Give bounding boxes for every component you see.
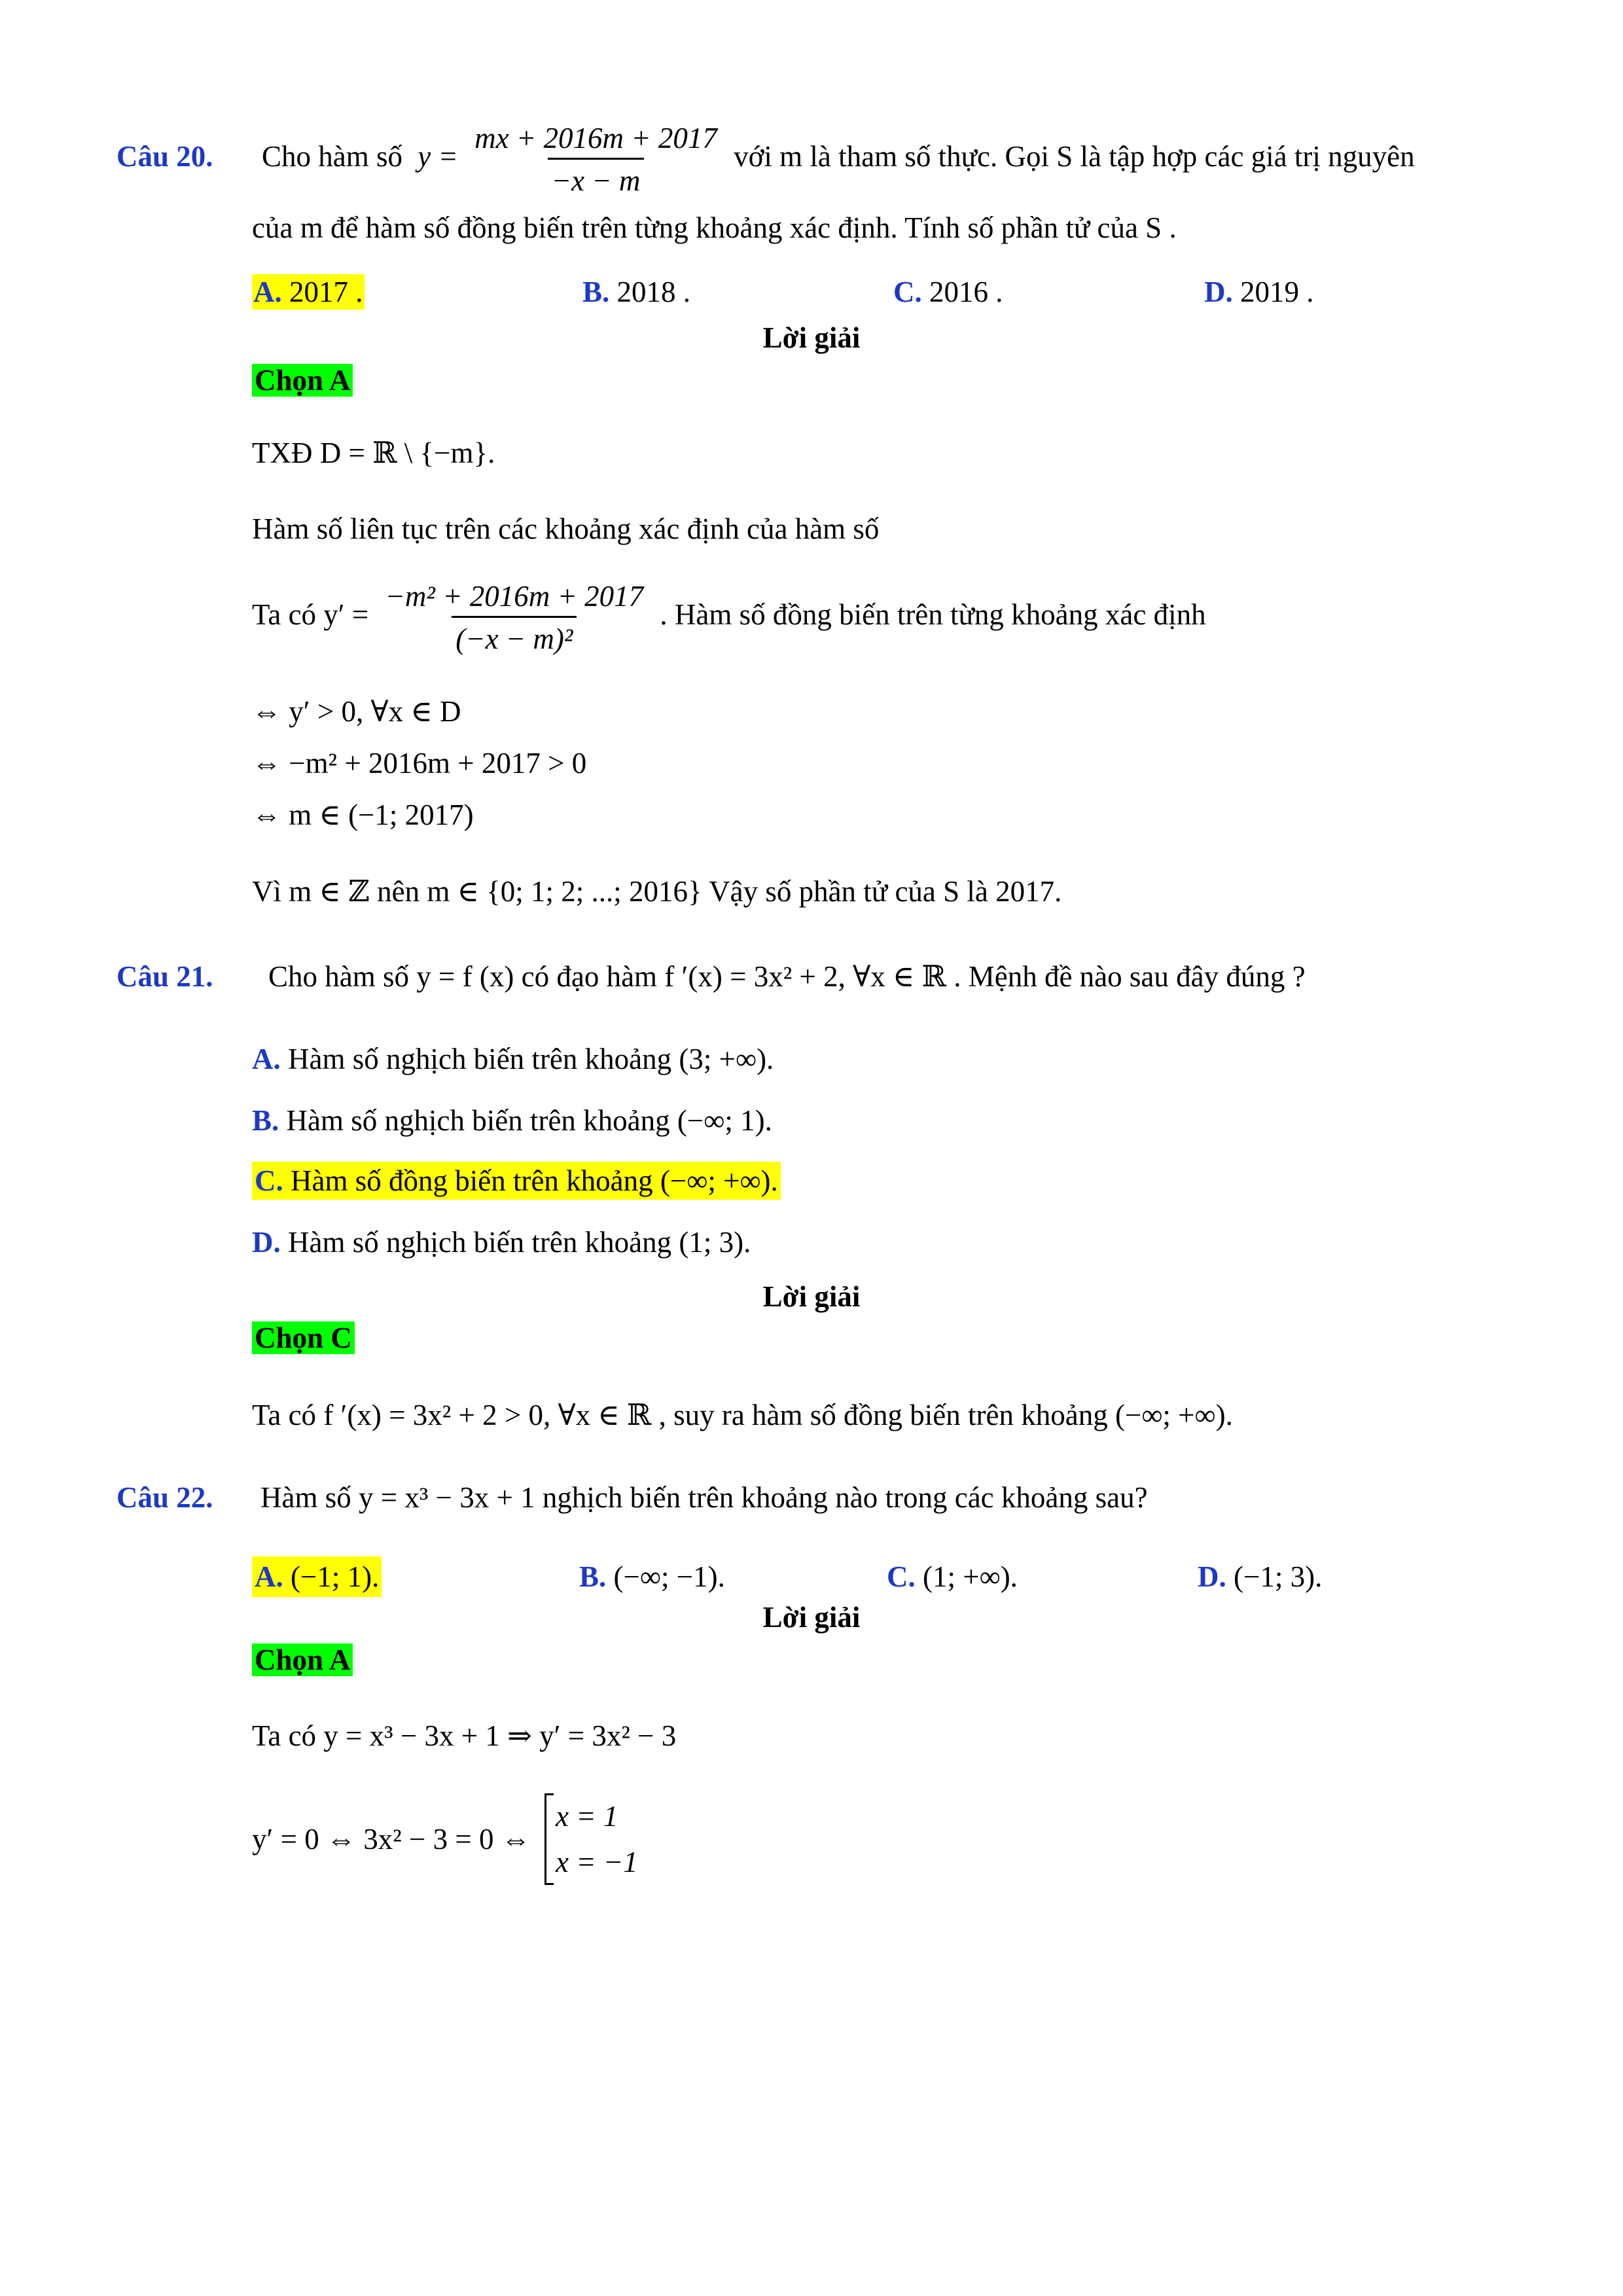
q20-fraction — [471, 121, 721, 198]
q20-sol-domain: TXĐ D = ℝ \ {−m}. — [252, 437, 495, 469]
q22-label: Câu 22. — [116, 1481, 213, 1514]
q21-option-c-letter: C. — [255, 1164, 283, 1197]
q22-option-d-text: (−1; 3). — [1234, 1560, 1323, 1593]
q20-derivative-den: (−x − m)² — [452, 616, 577, 656]
q21-option-b-text: Hàm số nghịch biến trên khoảng (−∞; 1). — [286, 1104, 772, 1137]
q22-stem-text: Hàm số y = x³ − 3x + 1 nghịch biến trên khoảng nào trong các khoảng sau? — [260, 1481, 1148, 1514]
q21-option-a-letter: A. — [252, 1043, 281, 1075]
q20-option-b-text: 2018 . — [616, 276, 691, 308]
q21-option-d-text: Hàm số nghịch biến trên khoảng (1; 3). — [288, 1226, 751, 1259]
q21-option-c-text: Hàm số đồng biến trên khoảng (−∞; +∞). — [291, 1164, 778, 1197]
q20-stem-line2: của m để hàm số đồng biến trên từng khoảng xác định. Tính số phần tử của S . — [252, 211, 1177, 244]
q22-case-bracket — [544, 1793, 638, 1885]
q21-option-d — [252, 1225, 751, 1259]
q21-choice-badge: Chọn C — [252, 1321, 355, 1354]
q22-sol-derivative: Ta có y = x³ − 3x + 1 ⇒ y′ = 3x² − 3 — [252, 1719, 677, 1752]
q22-choice-badge: Chọn A — [252, 1643, 353, 1676]
q22-option-a-letter: A. — [255, 1560, 283, 1593]
q22-option-b-letter: B. — [579, 1560, 607, 1593]
q20-stem-line1 — [116, 121, 1415, 198]
q20-sol-step3: ⇔ m ∈ (−1; 2017) — [252, 798, 474, 831]
q22-choice — [252, 1643, 353, 1677]
q21-option-a-text: Hàm số nghịch biến trên khoảng (3; +∞). — [288, 1043, 774, 1075]
q21-stem — [116, 959, 1306, 994]
q20-option-a-letter: A. — [253, 276, 282, 308]
q20-derivative-fraction — [382, 579, 648, 656]
q20-y-eq: y = — [418, 139, 458, 173]
q22-roots-lead: y′ = 0 ⇔ 3x² − 3 = 0 ⇔ — [252, 1823, 531, 1856]
q22-case-2: x = −1 — [555, 1846, 638, 1878]
q20-sol-step2: ⇔ −m² + 2016m + 2017 > 0 — [252, 747, 587, 780]
q21-option-c — [252, 1164, 781, 1198]
q21-stem-text: Cho hàm số y = f (x) có đạo hàm f ′(x) = 3x² + 2, ∀x ∈ ℝ . Mệnh đề nào sau đây đúng ? — [268, 960, 1306, 993]
q20-option-b-letter: B. — [582, 276, 610, 308]
q20-option-d-text: 2019 . — [1240, 276, 1314, 308]
q21-option-a — [252, 1042, 774, 1076]
q22-option-d — [1198, 1560, 1322, 1594]
q20-label: Câu 20. — [116, 139, 213, 173]
q20-sol-step1: ⇔ y′ > 0, ∀x ∈ D — [252, 695, 461, 728]
q21-sol-line: Ta có f ′(x) = 3x² + 2 > 0, ∀x ∈ ℝ , suy ra hàm số đồng biến trên khoảng (−∞; +∞). — [252, 1399, 1233, 1431]
q20-derivative-lead: Ta có y′ = — [252, 598, 369, 631]
q22-stem — [116, 1480, 1148, 1515]
q20-derivative-tail: . Hàm số đồng biến trên từng khoảng xác định — [660, 598, 1206, 631]
q22-option-a-text: (−1; 1). — [291, 1560, 380, 1593]
q21-option-b — [252, 1103, 772, 1138]
q20-stem-b: với m là tham số thực. Gọi S là tập hợp các giá trị nguyên — [734, 139, 1415, 173]
q20-solution-title: Lời giải — [762, 321, 861, 354]
q22-solution-title: Lời giải — [762, 1601, 861, 1634]
q22-option-b — [579, 1560, 725, 1594]
q22-case-1: x = 1 — [555, 1800, 618, 1833]
q20-frac-den: −x − m — [548, 158, 645, 198]
q20-option-d — [1204, 275, 1314, 309]
q22-cases — [544, 1793, 638, 1885]
q20-option-b — [582, 275, 690, 309]
q22-sol-roots — [252, 1793, 638, 1885]
q20-option-c-letter: C. — [893, 276, 922, 308]
q21-choice — [252, 1321, 355, 1355]
q22-option-d-letter: D. — [1198, 1560, 1226, 1593]
q20-frac-num: mx + 2016m + 2017 — [474, 122, 717, 154]
q21-label: Câu 21. — [116, 960, 213, 993]
q20-sol-continuous: Hàm số liên tục trên các khoảng xác định của hàm số — [252, 512, 880, 545]
q22-option-c-letter: C. — [887, 1560, 916, 1593]
q20-choice-badge: Chọn A — [252, 364, 353, 397]
q22-option-a — [252, 1560, 382, 1594]
q20-option-c — [893, 275, 1003, 309]
q20-option-a-text: 2017 . — [289, 276, 363, 308]
q20-option-a — [252, 275, 365, 309]
q20-option-d-letter: D. — [1204, 276, 1233, 308]
q22-option-c-text: (1; +∞). — [923, 1560, 1018, 1593]
q21-solution-title: Lời giải — [762, 1280, 861, 1313]
q20-option-c-text: 2016 . — [929, 276, 1003, 308]
q20-stem-a: Cho hàm số — [262, 139, 403, 173]
q20-sol-conclusion: Vì m ∈ ℤ nên m ∈ {0; 1; 2; ...; 2016} Vậy số phần tử của S là 2017. — [252, 875, 1062, 908]
q21-option-b-letter: B. — [252, 1104, 279, 1137]
q21-option-d-letter: D. — [252, 1226, 281, 1259]
q20-choice — [252, 363, 353, 397]
q22-option-b-text: (−∞; −1). — [613, 1560, 725, 1593]
q20-derivative-num: −m² + 2016m + 2017 — [385, 580, 644, 613]
q22-option-c — [887, 1560, 1018, 1594]
q20-sol-derivative — [252, 579, 1206, 656]
